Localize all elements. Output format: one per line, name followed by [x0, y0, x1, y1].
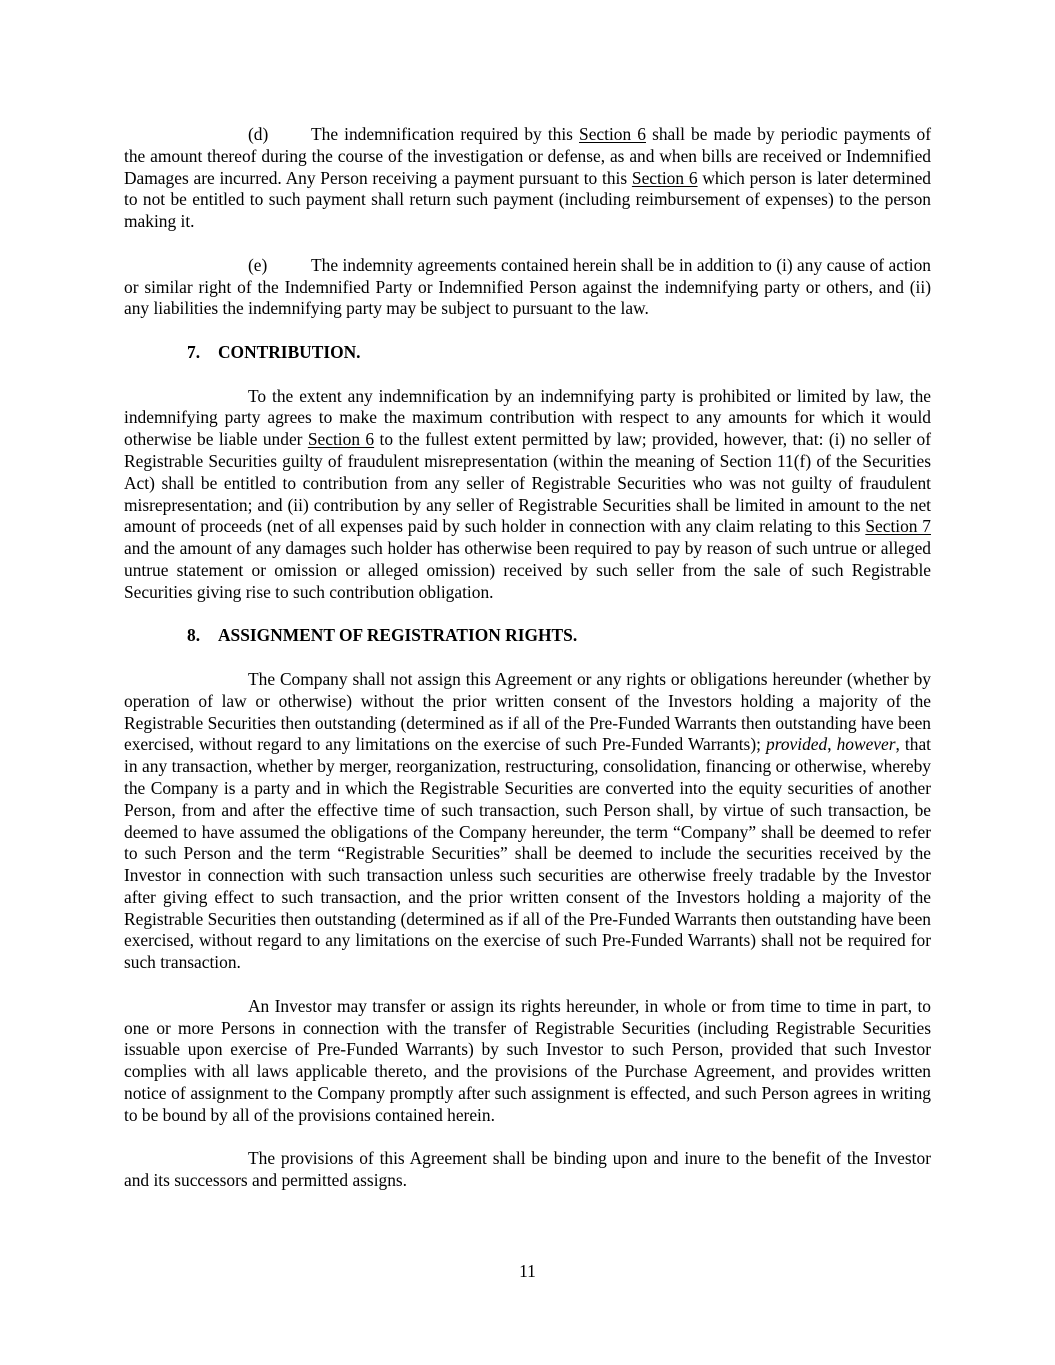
- section-6-reference: Section 6: [307, 429, 375, 450]
- section-6-reference: Section 6: [631, 167, 698, 188]
- provided-term: provided: [766, 734, 828, 755]
- document-body: [124, 124, 931, 1192]
- assignment-paragraph-1: The Company shall not assign this Agreement or any rights or obligations hereunder (whether by operation of law or otherwise) without the prior written consent of the Investors holding a majority of the Registrable Securities then outstanding (determined as if all of the Pre-Funded Warrants then outstanding have been exercised, without regard to any limitations on the exercise of such Pre-Funded Warrants); provided, however, that in any transaction, whether by merger, reorganization, restructuring, consolidation, financing or otherwise, whereby the Company is a party and in which the Registrable Securities are converted into the equity securities of another Person, from and after the effective time of such transaction, such Person shall, by virtue of such transaction, be deemed to have assumed the obligations of the Company hereunder, the term “Company” shall be deemed to refer to such Person and the term “Registrable Securities” shall be deemed to include the securities received by the Investor in connection with such transaction unless such securities are otherwise freely tradable by the Investor after giving effect to such transaction, and the prior written consent of the Investors holding a majority of the Registrable Securities then outstanding (determined as if all of the Pre-Funded Warrants then outstanding have been exercised, without regard to any limitations on the exercise of such Pre-Funded Warrants) shall not be required for such transaction.: [124, 668, 931, 973]
- paragraph-d-label: (d): [248, 124, 269, 144]
- section-7-heading: [124, 342, 931, 364]
- paragraph-d: (d) The indemnification required by this Section 6 shall be made by periodic payments of the amount thereof during the course of the investigation or defense, as and when bills are received or Indemnified Damages are incurred. Any Person receiving a payment pursuant to this Section 6 which person is later determined to not be entitled to such payment shall return such payment (including reimbursement of expenses) to the person making it.: [124, 124, 931, 232]
- contribution-paragraph: To the extent any indemnification by an indemnifying party is prohibited or limited by law, the indemnifying party agrees to make the maximum contribution with respect to any amounts for which it would otherwise be liable under Section 6 to the fullest extent permitted by law; provided, however, that: (i) no seller of Registrable Securities guilty of fraudulent misrepresentation (within the meaning of Section 11(f) of the Securities Act) shall be entitled to contribution from any seller of Registrable Securities who was not guilty of fraudulent misrepresentation; and (ii) contribution by any seller of Registrable Securities shall be limited in amount to the net amount of proceeds (net of all expenses paid by such holder in connection with any claim relating to this Section 7 and the amount of any damages such holder has otherwise been required to pay by reason of such untrue or alleged untrue statement or omission or alleged omission) received by such seller from the sale of such Registrable Securities giving rise to such contribution obligation.: [124, 385, 931, 602]
- assignment-paragraph-3: The provisions of this Agreement shall be binding upon and inure to the benefit of the Investor and its successors and permitted assigns.: [124, 1148, 931, 1191]
- paragraph-e-label: (e): [248, 254, 268, 275]
- section-8-heading: [124, 625, 931, 647]
- however-term: however: [836, 734, 896, 755]
- assignment-paragraph-2: An Investor may transfer or assign its rights hereunder, in whole or from time to time in part, to one or more Persons in connection with the transfer of Registrable Securities (including Registrable Securities issuable upon exercise of Pre-Funded Warrants) by such Investor to such Person, provided that such Investor complies with all laws applicable thereto, and the provisions of the Purchase Agreement, and provides written notice of assignment to the Company promptly after such assignment is effected, and such Person agrees in writing to be bound by all of the provisions contained herein.: [124, 995, 931, 1125]
- section-7-title: CONTRIBUTION.: [218, 341, 361, 362]
- section-7-reference: Section 7: [865, 516, 931, 537]
- paragraph-e: (e) The indemnity agreements contained herein shall be in addition to (i) any cause of action or similar right of the Indemnified Party or Indemnified Person against the indemnifying party or others, and (ii) any liabilities the indemnifying party may be subject to pursuant to the law.: [124, 254, 931, 319]
- section-8-title: ASSIGNMENT OF REGISTRATION RIGHTS.: [218, 625, 578, 646]
- section-8-number: 8.: [187, 625, 201, 646]
- section-7-number: 7.: [187, 341, 201, 362]
- section-6-reference: Section 6: [579, 124, 646, 144]
- page-number: 11: [519, 1261, 536, 1281]
